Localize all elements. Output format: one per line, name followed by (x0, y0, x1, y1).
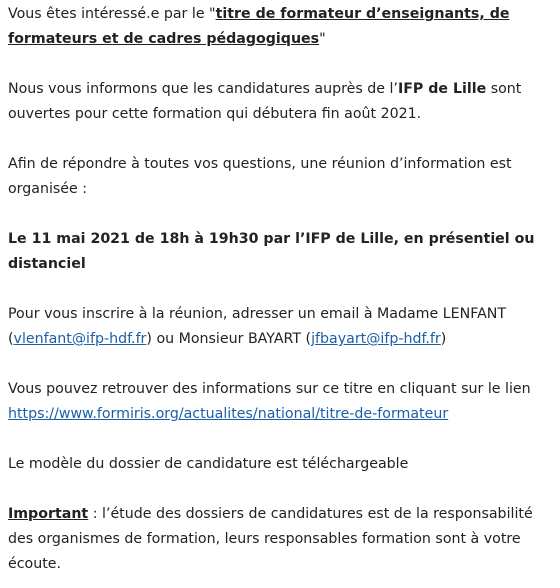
infos-before: Vous pouvez retrouver des informations sur ce titre en cliquant sur le lien (8, 381, 531, 397)
modele-paragraph: Le modèle du dossier de candidature est téléchargeable (8, 456, 409, 472)
date-paragraph: Le 11 mai 2021 de 18h à 19h30 par l’IFP de Lille, en présentiel ou distanciel (8, 231, 535, 272)
candidatures-after: sont ouvertes pour cette formation qui débutera fin août 2021. (8, 81, 522, 122)
formiris-link[interactable]: https://www.formiris.org/actualites/national/titre-de-formateur (8, 406, 449, 422)
ifp-name: IFP de Lille (397, 81, 487, 97)
intro-paragraph (8, 2, 552, 52)
intro-before: Vous êtes intéressé.e par le " (8, 6, 216, 22)
important-label: Important (8, 506, 89, 522)
reunion-intro-paragraph: Afin de répondre à toutes vos questions, une réunion d’information est organisée : (8, 156, 512, 197)
email-link-lenfant[interactable]: vlenfant@ifp-hdf.fr (13, 331, 147, 347)
formation-title: titre de formateur d’enseignants, de formateurs et de cadres pédagogiques (8, 6, 510, 47)
email-link-bayart[interactable]: jfbayart@ifp-hdf.fr (311, 331, 441, 347)
important-paragraph (8, 502, 552, 577)
inscription-before: Pour vous inscrire à la réunion, adresser un email à Madame LENFANT ( (8, 306, 507, 347)
inscription-middle: ) ou Monsieur BAYART ( (146, 331, 312, 347)
inscription-after: ) (440, 331, 447, 347)
candidatures-paragraph (8, 77, 552, 127)
important-text: : l’étude des dossiers de candidatures est de la responsabilité des organismes de formation, leurs responsables formation sont à votre écoute. (8, 506, 533, 572)
infos-paragraph (8, 377, 552, 427)
candidatures-before: Nous vous informons que les candidatures auprès de l’ (8, 81, 398, 97)
intro-after: " (319, 31, 326, 47)
inscription-paragraph (8, 302, 552, 352)
